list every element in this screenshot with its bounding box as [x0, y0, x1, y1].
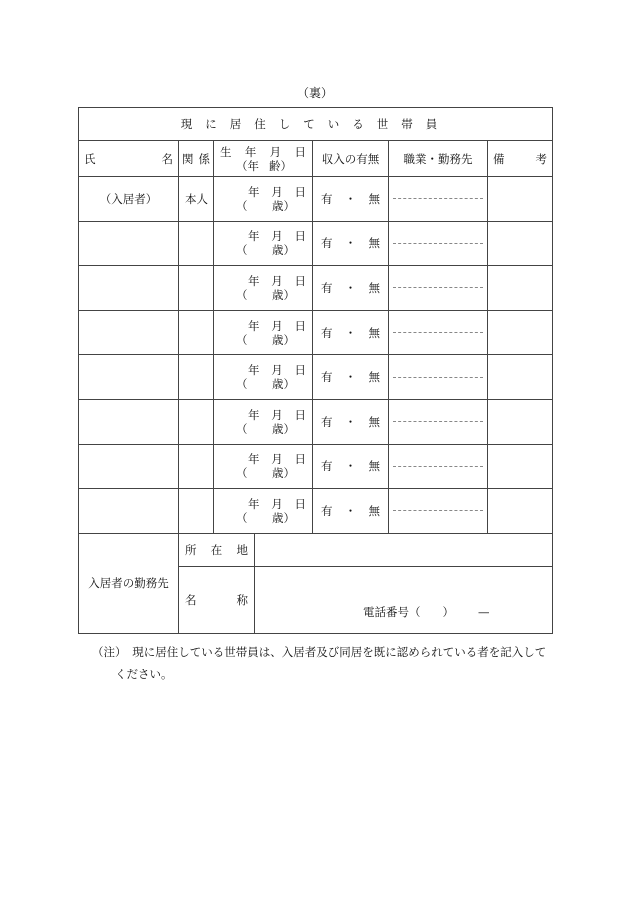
member-row	[79, 399, 553, 444]
member-name-cell[interactable]	[79, 355, 179, 400]
member-birthdate-cell[interactable]: 年 月 日 （ 歳）	[214, 177, 313, 222]
member-relation-cell[interactable]	[179, 399, 214, 444]
member-remarks-cell[interactable]	[488, 266, 553, 311]
member-relation-cell[interactable]	[179, 266, 214, 311]
member-birthdate-cell[interactable]: 年 月 日 （ 歳）	[214, 399, 313, 444]
member-birthdate-cell[interactable]: 年 月 日 （ 歳）	[214, 310, 313, 355]
header-income: 収入の有無	[313, 141, 389, 177]
member-name-cell[interactable]	[79, 399, 179, 444]
member-remarks-cell[interactable]	[488, 444, 553, 489]
member-name-cell[interactable]: （入居者）	[79, 177, 179, 222]
member-relation-cell[interactable]	[179, 444, 214, 489]
member-job-cell[interactable]	[389, 310, 488, 355]
member-income-cell[interactable]: 有 ・ 無	[313, 221, 389, 266]
table-title: 現に居住している世帯員	[79, 108, 553, 141]
member-row	[79, 266, 553, 311]
member-name-cell[interactable]	[79, 221, 179, 266]
member-income-cell[interactable]: 有 ・ 無	[313, 444, 389, 489]
member-income-cell[interactable]: 有 ・ 無	[313, 177, 389, 222]
member-income-cell[interactable]: 有 ・ 無	[313, 489, 389, 534]
location-label: 所 在 地	[179, 533, 255, 566]
member-relation-cell[interactable]	[179, 221, 214, 266]
header-row	[79, 141, 553, 177]
member-income-cell[interactable]: 有 ・ 無	[313, 355, 389, 400]
member-job-cell[interactable]	[389, 444, 488, 489]
header-name: 氏 名	[79, 141, 179, 177]
member-job-cell[interactable]	[389, 266, 488, 311]
member-remarks-cell[interactable]	[488, 221, 553, 266]
member-income-cell[interactable]: 有 ・ 無	[313, 399, 389, 444]
footnote: （注） 現に居住している世帯員は、入居者及び同居を既に認められている者を記入して ください。	[92, 645, 547, 681]
company-name-field[interactable]	[255, 566, 553, 633]
page-heading: （裏）	[296, 86, 333, 100]
member-remarks-cell[interactable]	[488, 177, 553, 222]
member-row	[79, 355, 553, 400]
member-job-cell[interactable]	[389, 221, 488, 266]
member-row	[79, 310, 553, 355]
member-relation-cell[interactable]: 本 人	[179, 177, 214, 222]
member-row	[79, 444, 553, 489]
member-birthdate-cell[interactable]: 年 月 日 （ 歳）	[214, 489, 313, 534]
member-income-cell[interactable]: 有 ・ 無	[313, 266, 389, 311]
member-birthdate-cell[interactable]: 年 月 日 （ 歳）	[214, 221, 313, 266]
member-job-cell[interactable]	[389, 489, 488, 534]
header-job: 職業・勤務先	[389, 141, 488, 177]
member-job-cell[interactable]	[389, 355, 488, 400]
header-birthdate: 生 年 月 日 （年 齢）	[214, 141, 313, 177]
member-birthdate-cell[interactable]: 年 月 日 （ 歳）	[214, 355, 313, 400]
workplace-label: 入居者の勤務先	[79, 533, 179, 633]
member-relation-cell[interactable]	[179, 355, 214, 400]
member-row	[79, 489, 553, 534]
member-name-cell[interactable]	[79, 444, 179, 489]
member-job-cell[interactable]	[389, 399, 488, 444]
member-name-cell[interactable]	[79, 266, 179, 311]
member-row	[79, 221, 553, 266]
member-name-cell[interactable]	[79, 310, 179, 355]
header-relation: 関 係	[179, 141, 214, 177]
location-field[interactable]	[255, 533, 553, 566]
member-remarks-cell[interactable]	[488, 489, 553, 534]
member-remarks-cell[interactable]	[488, 399, 553, 444]
workplace-location-row	[79, 533, 553, 566]
member-remarks-cell[interactable]	[488, 310, 553, 355]
member-relation-cell[interactable]	[179, 310, 214, 355]
member-row	[79, 177, 553, 222]
member-job-cell[interactable]	[389, 177, 488, 222]
member-remarks-cell[interactable]	[488, 355, 553, 400]
member-relation-cell[interactable]	[179, 489, 214, 534]
household-members-table	[78, 107, 553, 634]
company-name-label: 名 称	[179, 566, 255, 633]
member-name-cell[interactable]	[79, 489, 179, 534]
header-remarks: 備 考	[488, 141, 553, 177]
member-income-cell[interactable]: 有 ・ 無	[313, 310, 389, 355]
member-birthdate-cell[interactable]: 年 月 日 （ 歳）	[214, 444, 313, 489]
member-birthdate-cell[interactable]: 年 月 日 （ 歳）	[214, 266, 313, 311]
phone-number-field: 電話番号（ ） —	[363, 605, 490, 619]
